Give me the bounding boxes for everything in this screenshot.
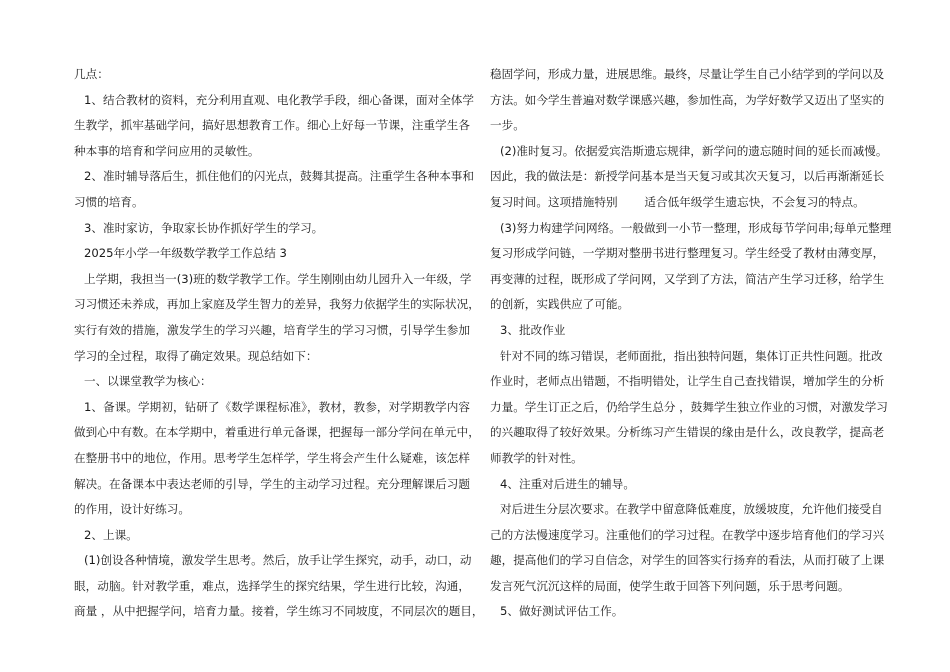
text-line: 实行有效的措施，激发学生的学习兴趣，培育学生的学习习惯，引导学生参加 bbox=[74, 322, 470, 337]
text-line: 力量。学生订正之后，仍给学生总分 ，鼓舞学生独立作业的习惯，对激发学习 bbox=[490, 399, 888, 414]
text-line: 解决。在备课本中表达老师的引导，学生的主动学习过程。充分理解课后习题 bbox=[74, 476, 470, 491]
text-line: 2、准时辅导落后生，抓住他们的闪光点，鼓舞其提高。注重学生各种本事和 bbox=[84, 169, 474, 184]
text-line: 针对不同的练习错误，老师面批，指出独特问题，集体订正共性问题。批改 bbox=[500, 348, 883, 363]
text-line: 上学期，我担当一(3)班的数学教学工作。学生刚刚由幼儿园升入一年级，学 bbox=[84, 271, 472, 286]
text-line: 复习形成学问链，一学期对整册书进行整理复习。学生经受了教材由薄变厚， bbox=[490, 246, 885, 261]
text-line: 1、备课。学期初，钻研了《数学课程标准》，教材，教参，对学期教学内容 bbox=[84, 399, 470, 414]
text-line: 生教学，抓牢基础学问，搞好思想教育工作。细心上好每一节课，注重学生各 bbox=[74, 118, 470, 133]
text-line: 商量 ，从中把握学问，培育力量。接着，学生练习不同坡度，不同层次的题目， bbox=[74, 604, 484, 619]
text-line: 师教学的针对性。 bbox=[490, 450, 583, 465]
text-line: 作业时，老师点出错题，不指明错处，让学生自己查找错误，增加学生的分析 bbox=[490, 374, 885, 389]
text-line: 几点： bbox=[74, 67, 109, 81]
text-line: 4、注重对后进生的辅导。 bbox=[500, 476, 635, 491]
text-line: 发言死气沉沉这样的局面，使学生敢于回答下列问题，乐于思考问题。 bbox=[490, 578, 850, 593]
text-line: 2、上课。 bbox=[84, 527, 138, 542]
text-line: (2)准时复习。依据爱宾浩斯遗忘规律，新学问的遗忘随时间的延长而减慢。 bbox=[500, 143, 888, 158]
text-line: (1)创设各种情境，激发学生思考。然后，放手让学生探究，动手，动口，动 bbox=[84, 553, 472, 568]
text-line: 复习时间。这项措施特别 适合低年级学生遗忘快，不会复习的特点。 bbox=[490, 194, 865, 209]
text-line: 的创新，实践供应了可能。 bbox=[490, 297, 630, 312]
text-line: 对后进生分层次要求。在教学中留意降低难度，放缓坡度，允许他们接受自 bbox=[500, 502, 883, 517]
text-line: 5、做好测试评估工作。 bbox=[500, 604, 624, 619]
text-line: 做到心中有数。在本学期中，着重进行单元备课，把握每一部分学问在单元中， bbox=[74, 425, 480, 440]
text-line: 1、结合教材的资料，充分利用直观、电化教学手段，细心备课，面对全体学 bbox=[84, 92, 474, 107]
text-line: 稳固学问，形成力量，进展思维。最终，尽量让学生自己小结学到的学问以及 bbox=[490, 67, 885, 81]
text-line: 己的方法慢速度学习。注重他们的学习过程。在教学中逐步培育他们的学习兴 bbox=[490, 527, 885, 542]
text-line: 在整册书中的地位，作用。思考学生怎样学，学生将会产生什么疑难，该怎样 bbox=[74, 450, 470, 465]
text-line: 因此，我的做法是：新授学问基本是当天复习或其次天复习，以后再渐渐延长 bbox=[490, 169, 885, 184]
left-text-column bbox=[74, 62, 484, 625]
text-line: 的兴趣取得了较好效果。分析练习产生错误的缘由是什么，改良教学，提高老 bbox=[490, 425, 885, 440]
text-line: 一、以课堂教学为核心： bbox=[84, 374, 212, 389]
text-line: 3、准时家访，争取家长协作抓好学生的学习。 bbox=[84, 220, 324, 235]
text-line: 2025年小学一年级数学教学工作总结 3 bbox=[84, 246, 287, 261]
text-line: 的作用，设计好练习。 bbox=[74, 502, 190, 517]
right-text-column bbox=[490, 62, 892, 625]
text-line: 习惯的培育。 bbox=[74, 194, 144, 209]
text-line: 再变薄的过程，既形成了学问网，又学到了方法，简洁产生学习迁移，给学生 bbox=[490, 271, 885, 286]
text-line: 习习惯还未养成，再加上家庭及学生智力的差异，我努力依据学生的实际状况， bbox=[74, 297, 480, 312]
text-line: 眼，动脑。针对教学重，难点，选择学生的探究结果，学生进行比较，沟通， bbox=[74, 578, 470, 593]
text-line: 3、批改作业 bbox=[500, 322, 566, 337]
text-line: (3)努力构建学问网络。一般做到一小节一整理，形成每节学问串;每单元整理 bbox=[500, 220, 892, 235]
text-line: 一步。 bbox=[490, 118, 525, 133]
text-line: 趣，提高他们的学习自信念，对学生的回答实行扬弃的看法，从而打破了上课 bbox=[490, 553, 885, 568]
text-line: 方法。如今学生普遍对数学课感兴趣，参加性高，为学好数学又迈出了坚实的 bbox=[490, 92, 885, 107]
text-line: 学习的全过程，取得了确定效果。现总结如下： bbox=[74, 348, 318, 363]
text-line: 种本事的培育和学问应用的灵敏性。 bbox=[74, 143, 260, 158]
